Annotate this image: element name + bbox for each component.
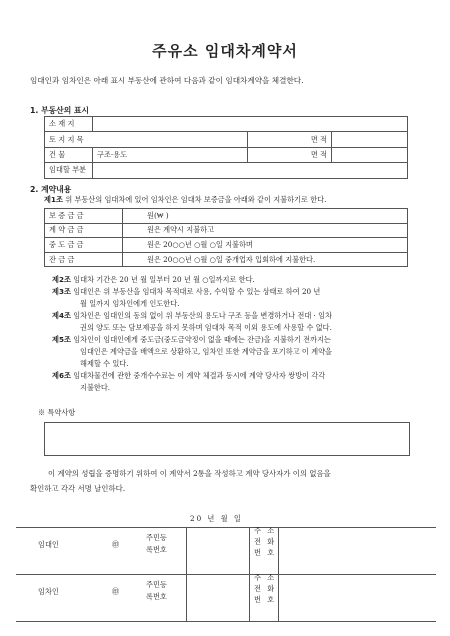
id-label-line2: 록번호 [146,592,167,601]
closing-line-1: 이 계약의 성립을 증명하기 위하여 이 계약서 2통을 작성하고 계약 당사자가 이의 없음을 [48,469,331,478]
contact-labels [254,572,276,605]
closing-line-2: 확인하고 각각 서명 날인하다. [30,484,126,493]
property-table [44,116,408,179]
id-label-line2: 록번호 [146,545,167,554]
article-text: 임차인은 임대인의 동의 없이 위 부동산의 용도나 구조 등을 변경하거나 전대 · 임차 [73,311,333,320]
balance-value[interactable]: 원은 20○○년 ○월 ○일 중개업자 입회하에 지불한다. [123,252,408,267]
address-label: 주 소 [254,526,277,535]
article-3 [52,286,422,298]
deposit-label: 보 증 금 금 [45,209,123,224]
article-6-cont: 지불한다. [80,383,111,392]
id-label-line1: 주민등 [146,580,167,589]
payment-table [44,208,408,267]
land-label: 토 지 지 목 [45,132,248,147]
article-3-cont: 월 일까지 임차인에게 인도한다. [80,299,180,308]
special-terms-box[interactable] [44,422,410,456]
table-row [45,117,408,132]
divider [278,527,279,574]
articles [52,274,422,394]
building-area-label: 면 적 [248,147,332,162]
lease-part-value[interactable] [93,163,408,178]
table-row [45,147,408,162]
phone-label: 전 화 [254,537,277,546]
phone-number-label: 번 호 [254,548,277,557]
table-row [45,209,408,224]
address-label: 주 소 [254,573,277,582]
article-2 [52,274,422,286]
signature-area [16,524,436,624]
phone-number-label: 번 호 [254,595,277,604]
id-number-label [146,579,167,603]
location-label: 소 재 지 [45,117,93,132]
lease-part-label: 임대할 부분 [45,163,93,178]
closing-text [30,466,425,496]
intro-text: 임대인과 임차인은 아래 표시 부동산에 관하여 다음과 같이 임대차계약을 체결한다. [30,76,304,85]
article-number: 제1조 [44,195,63,204]
contact-labels [254,525,276,558]
contract-date: 20 년 월 일 [190,514,243,523]
article-5-cont2: 해제할 수 있다. [80,359,129,368]
down-payment-label: 계 약 금 금 [45,223,123,238]
divider [278,574,279,621]
land-area-value[interactable] [332,132,408,147]
structure-label: 구조·용도 [93,147,248,162]
seal-mark: ㊞ [112,540,120,549]
article-number: 제2조 [52,275,71,284]
deposit-value[interactable]: 원(₩ ) [123,209,408,224]
article-5 [52,334,422,346]
id-number-label [146,532,167,556]
article-number: 제4조 [52,311,71,320]
article-text: 위 부동산의 임대차에 있어 임차인은 임대차 보증금을 아래와 같이 지불하기로 한다. [65,195,327,204]
balance-label: 잔 금 금 [45,252,123,267]
article-text: 임대차물건에 관한 중개수수료는 이 계약 체결과 동시에 계약 당사자 쌍방이 각각 [73,371,326,380]
article-number: 제6조 [52,371,71,380]
table-row [45,238,408,253]
special-terms-label: ※ 특약사항 [38,408,76,417]
article-6 [52,370,422,382]
id-label-line1: 주민등 [146,533,167,542]
article-4-cont: 권의 양도 또는 담보제공을 하지 못하며 임대차 목적 이외 용도에 사용할 수 없다. [80,323,332,332]
divider [16,621,436,622]
document-title: 주유소 임대차계약서 [152,42,298,60]
building-label: 건 물 [45,147,93,162]
seal-mark: ㊞ [112,587,120,596]
article-number: 제5조 [52,335,71,344]
lessee-label: 임차인 [38,587,59,596]
location-value[interactable] [93,117,408,132]
article-text: 임대인은 위 부동산을 임대차 목적대로 사용, 수익할 수 있는 상태로 하여 20 년 [73,287,321,296]
id-number-field[interactable] [186,574,250,621]
article-1 [44,194,326,206]
table-row [45,132,408,147]
article-5-cont: 임대인은 계약금을 배액으로 상환하고, 임차인 또한 계약금을 포기하고 이 계약을 [80,347,332,356]
interim-payment-label: 중 도 금 금 [45,238,123,253]
interim-payment-value[interactable]: 원은 20○○년 ○월 ○일 지불하며 [123,238,408,253]
section1-heading: 1. 부동산의 표시 [30,106,90,115]
article-4 [52,310,422,322]
table-row [45,252,408,267]
phone-label: 전 화 [254,584,277,593]
land-area-label: 면 적 [248,132,332,147]
section2-heading: 2. 계약내용 [30,185,72,194]
article-text: 임대차 기간은 20 년 월 일부터 20 년 월 ○일까지로 한다. [73,275,255,284]
building-area-value[interactable] [332,147,408,162]
table-row [45,223,408,238]
table-row [45,163,408,178]
id-number-field[interactable] [186,527,250,574]
lessor-label: 임대인 [38,540,59,549]
down-payment-value[interactable]: 원은 계약시 지불하고 [123,223,408,238]
article-number: 제3조 [52,287,71,296]
article-text: 임차인이 임대인에게 중도금(중도금약정이 없을 때에는 잔금)을 지불하기 전까지는 [73,335,331,344]
